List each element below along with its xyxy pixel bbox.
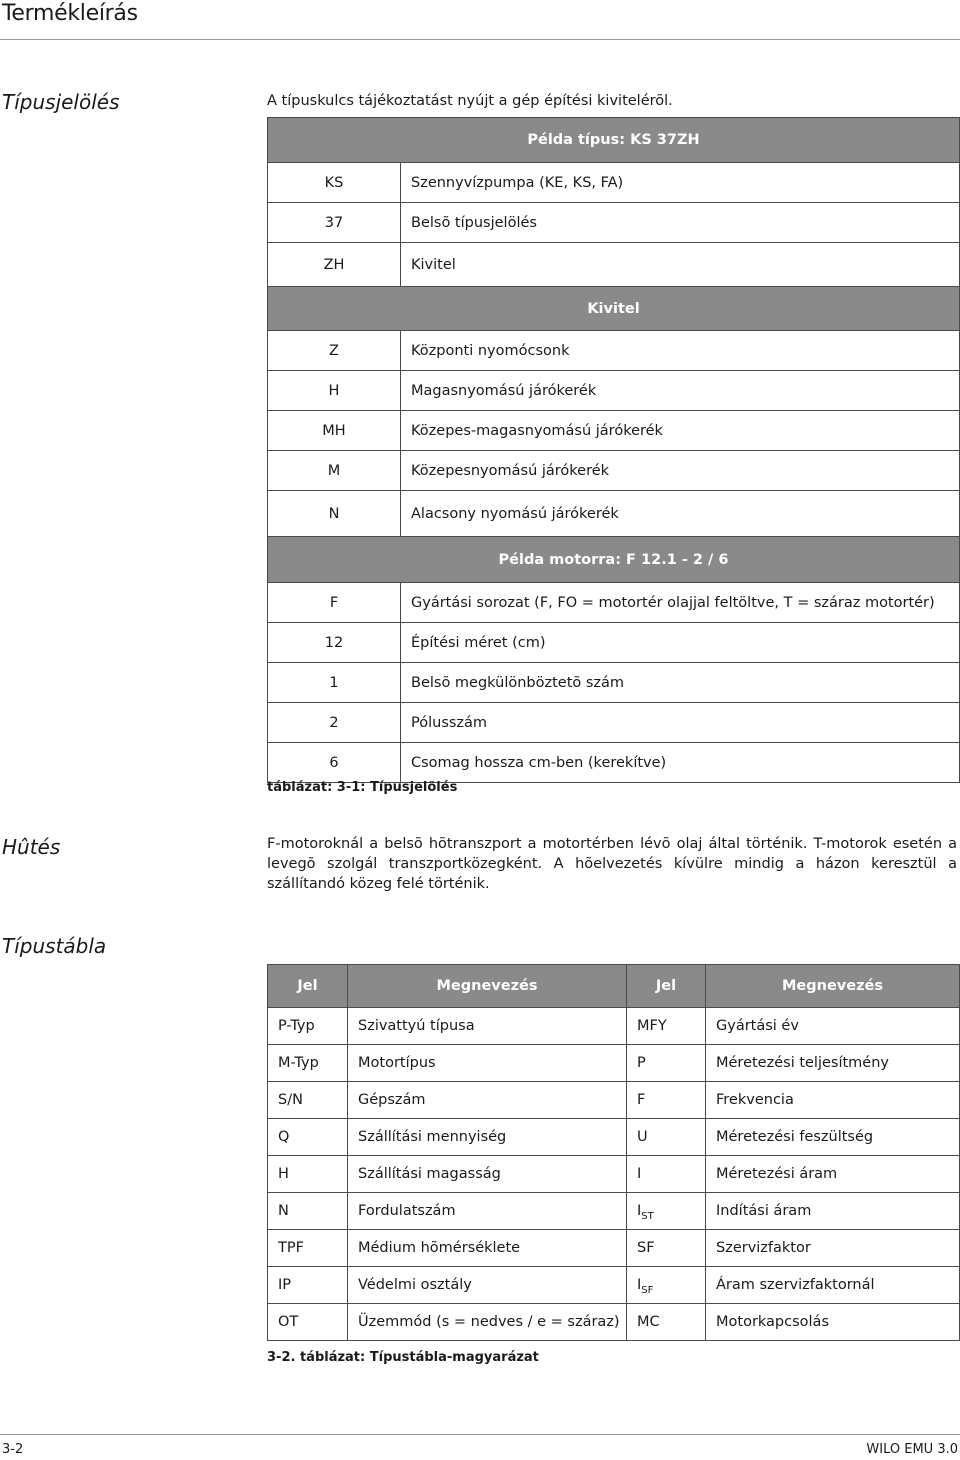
legend-name: Szervizfaktor <box>706 1230 960 1267</box>
type-description: Gyártási sorozat (F, FO = motortér olajjal feltöltve, T = száraz motortér) <box>401 583 960 623</box>
table-row <box>268 491 960 537</box>
table-row <box>268 583 960 623</box>
motor-header-row <box>268 537 960 583</box>
type-description: Belsõ megkülönböztetõ szám <box>401 663 960 703</box>
legend-symbol: Q <box>268 1119 348 1156</box>
type-code: H <box>268 371 401 411</box>
table-row <box>268 1045 960 1082</box>
type-code: Z <box>268 331 401 371</box>
table-row <box>268 243 960 287</box>
table-row <box>268 163 960 203</box>
type-code: ZH <box>268 243 401 287</box>
type-designation-table <box>267 117 960 783</box>
legend-symbol: TPF <box>268 1230 348 1267</box>
type-description: Belsõ típusjelölés <box>401 203 960 243</box>
table-row <box>268 743 960 783</box>
legend-name: Médium hõmérséklete <box>348 1230 627 1267</box>
page-title: Termékleírás <box>2 1 138 26</box>
type-code: 37 <box>268 203 401 243</box>
type-description: Alacsony nyomású járókerék <box>401 491 960 537</box>
legend-symbol: MC <box>627 1304 706 1341</box>
table-row <box>268 331 960 371</box>
legend-symbol: OT <box>268 1304 348 1341</box>
type-code: M <box>268 451 401 491</box>
legend-name: Motorkapcsolás <box>706 1304 960 1341</box>
legend-column-header: Jel <box>268 965 348 1008</box>
table-row <box>268 1156 960 1193</box>
title-divider <box>0 39 960 40</box>
table-row <box>268 623 960 663</box>
type-designation-caption: táblázat: 3-1: Típusjelölés <box>267 780 458 795</box>
table-row <box>268 1230 960 1267</box>
type-code: 6 <box>268 743 401 783</box>
table-row <box>268 1193 960 1230</box>
legend-name: Gyártási év <box>706 1008 960 1045</box>
table-row <box>268 1082 960 1119</box>
table-row <box>268 1119 960 1156</box>
version-header-row <box>268 287 960 331</box>
legend-name: Gépszám <box>348 1082 627 1119</box>
type-code: KS <box>268 163 401 203</box>
example-pump-header: Példa típus: KS 37ZH <box>268 118 960 163</box>
legend-symbol: H <box>268 1156 348 1193</box>
type-code: MH <box>268 411 401 451</box>
legend-symbol <box>627 1193 706 1230</box>
type-code: 12 <box>268 623 401 663</box>
legend-symbol-subscript: ST <box>641 1211 654 1222</box>
nameplate-legend-table <box>267 964 960 1341</box>
legend-name: Védelmi osztály <box>348 1267 627 1304</box>
legend-name: Motortípus <box>348 1045 627 1082</box>
legend-symbol: MFY <box>627 1008 706 1045</box>
legend-symbol: SF <box>627 1230 706 1267</box>
legend-column-header: Jel <box>627 965 706 1008</box>
type-description: Központi nyomócsonk <box>401 331 960 371</box>
legend-name: Üzemmód (s = nedves / e = száraz) <box>348 1304 627 1341</box>
legend-name: Szivattyú típusa <box>348 1008 627 1045</box>
type-code: 1 <box>268 663 401 703</box>
table-row <box>268 1267 960 1304</box>
type-description: Csomag hossza cm-ben (kerekítve) <box>401 743 960 783</box>
nameplate-caption: 3-2. táblázat: Típustábla-magyarázat <box>267 1350 539 1365</box>
motor-header: Példa motorra: F 12.1 - 2 / 6 <box>268 537 960 583</box>
legend-header-row <box>268 965 960 1008</box>
legend-symbol-subscript: SF <box>641 1285 654 1296</box>
section-heading-type-designation: Típusjelölés <box>2 90 120 114</box>
table-row <box>268 371 960 411</box>
type-description: Kivitel <box>401 243 960 287</box>
type-description: Pólusszám <box>401 703 960 743</box>
section-heading-nameplate: Típustábla <box>2 934 107 958</box>
footer-doc-name: WILO EMU 3.0 <box>866 1442 958 1457</box>
legend-symbol: S/N <box>268 1082 348 1119</box>
cooling-text: F-motoroknál a belsõ hõtranszport a motortérben lévõ olaj által történik. T-motorok esetén a levegõ szolgál transzportközegként. A hõelvezetés kívülre mindig a házon keresztül a szállítandó közeg felé történik. <box>267 836 957 892</box>
legend-name: Méretezési teljesítmény <box>706 1045 960 1082</box>
legend-column-header: Megnevezés <box>706 965 960 1008</box>
legend-name: Indítási áram <box>706 1193 960 1230</box>
legend-symbol: N <box>268 1193 348 1230</box>
legend-symbol: U <box>627 1119 706 1156</box>
type-code: N <box>268 491 401 537</box>
legend-symbol: F <box>627 1082 706 1119</box>
type-description: Szennyvízpumpa (KE, KS, FA) <box>401 163 960 203</box>
legend-symbol <box>627 1267 706 1304</box>
type-code: 2 <box>268 703 401 743</box>
table-row <box>268 663 960 703</box>
legend-name: Szállítási mennyiség <box>348 1119 627 1156</box>
footer-page-number: 3-2 <box>2 1442 24 1457</box>
type-designation-intro: A típuskulcs tájékoztatást nyújt a gép építési kivitelérõl. <box>267 93 673 109</box>
version-header: Kivitel <box>268 287 960 331</box>
type-description: Közepesnyomású járókerék <box>401 451 960 491</box>
legend-name: Frekvencia <box>706 1082 960 1119</box>
table-row <box>268 203 960 243</box>
legend-name: Fordulatszám <box>348 1193 627 1230</box>
legend-name: Méretezési áram <box>706 1156 960 1193</box>
table-row <box>268 1304 960 1341</box>
type-description: Közepes-magasnyomású járókerék <box>401 411 960 451</box>
table-row <box>268 1008 960 1045</box>
section-heading-cooling: Hûtés <box>2 835 61 859</box>
legend-symbol: M-Typ <box>268 1045 348 1082</box>
legend-name: Áram szervizfaktornál <box>706 1267 960 1304</box>
legend-symbol-main: I <box>637 1277 642 1293</box>
table-row <box>268 703 960 743</box>
footer-divider <box>0 1434 960 1435</box>
legend-name: Méretezési feszültség <box>706 1119 960 1156</box>
legend-symbol: P-Typ <box>268 1008 348 1045</box>
table-row <box>268 451 960 491</box>
type-description: Építési méret (cm) <box>401 623 960 663</box>
legend-name: Szállítási magasság <box>348 1156 627 1193</box>
type-code: F <box>268 583 401 623</box>
legend-symbol: IP <box>268 1267 348 1304</box>
legend-symbol: P <box>627 1045 706 1082</box>
example-pump-header-row <box>268 118 960 163</box>
legend-symbol-main: I <box>637 1203 642 1219</box>
legend-symbol: I <box>627 1156 706 1193</box>
type-description: Magasnyomású járókerék <box>401 371 960 411</box>
legend-column-header: Megnevezés <box>348 965 627 1008</box>
table-row <box>268 411 960 451</box>
